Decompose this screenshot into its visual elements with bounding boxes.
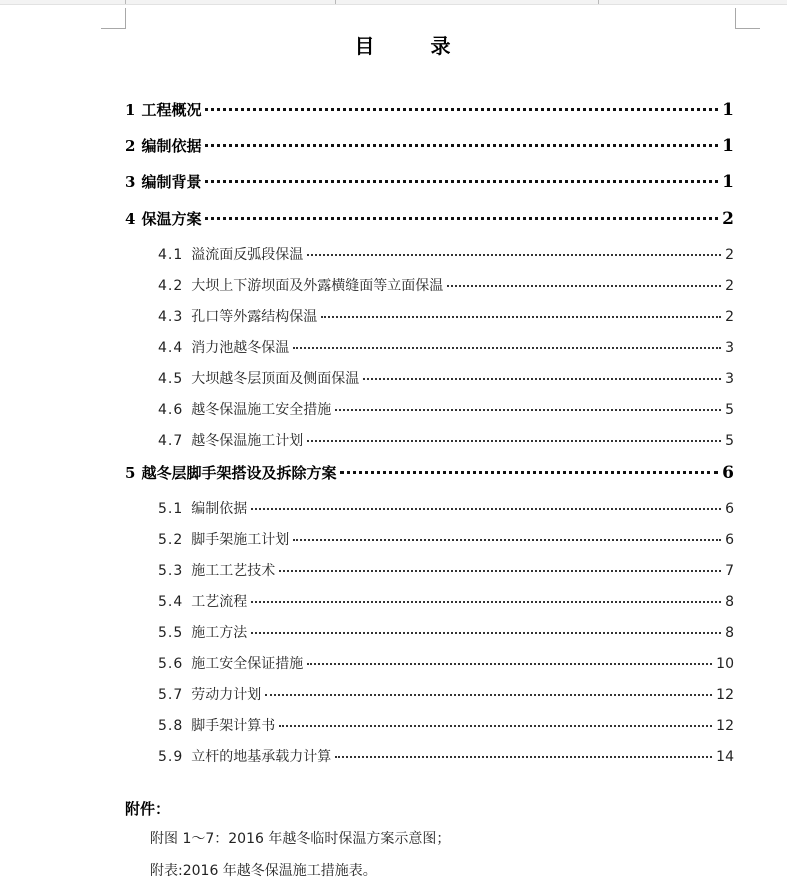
toc-number: 4.7: [158, 433, 184, 449]
dot-leader: [293, 346, 721, 349]
toc-number: 5.9: [158, 749, 184, 765]
toc-label: 编制背景: [141, 173, 202, 191]
toc-page-number: 1: [722, 100, 734, 120]
toc-page-number: 6: [725, 501, 734, 517]
toc-number: 5.5: [158, 625, 184, 641]
ruler-tick: [125, 0, 126, 4]
dot-leader: [447, 284, 721, 287]
toc-label: 施工方法: [191, 625, 248, 641]
toc-number: 5.3: [158, 563, 184, 579]
toc-page-number: 14: [716, 749, 734, 765]
toc-entry-4-7[interactable]: [158, 430, 734, 450]
toc-page-number: 12: [716, 687, 734, 703]
dot-leader: [251, 507, 721, 510]
toc-page-number: 2: [725, 247, 734, 263]
toc-label: 脚手架计算书: [191, 718, 276, 734]
toc-number: 4: [125, 210, 136, 228]
toc-page-number: 10: [716, 656, 734, 672]
toc-entry-3[interactable]: [125, 171, 734, 192]
ruler-tick: [335, 0, 336, 4]
appendix-item: 附表:2016 年越冬保温施工措施表。: [150, 863, 377, 879]
toc-label: 编制依据: [141, 137, 202, 155]
toc-page-number: 1: [722, 172, 734, 192]
toc-page-number: 2: [725, 309, 734, 325]
dot-leader: [321, 315, 721, 318]
dot-leader: [307, 662, 712, 665]
toc-entry-5-5[interactable]: [158, 622, 734, 642]
toc-entry-4-3[interactable]: [158, 306, 734, 326]
toc-number: 5.1: [158, 501, 184, 517]
toc-label: 工程概况: [141, 101, 202, 119]
toc-label: 溢流面反弧段保温: [191, 247, 304, 263]
toc-entry-4-2[interactable]: [158, 275, 734, 295]
toc-label: 立杆的地基承载力计算: [191, 749, 332, 765]
toc-entry-5-3[interactable]: [158, 560, 734, 580]
toc-entry-5-2[interactable]: [158, 529, 734, 549]
dot-leader: [307, 253, 721, 256]
toc-page-number: 7: [725, 563, 734, 579]
dot-leader: [251, 600, 721, 603]
toc-label: 施工安全保证措施: [191, 656, 304, 672]
toc-entry-4-5[interactable]: [158, 368, 734, 388]
toc-page-number: 3: [725, 371, 734, 387]
toc-entry-4-1[interactable]: [158, 244, 734, 264]
toc-page-number: 6: [722, 463, 734, 483]
toc-page-number: 12: [716, 718, 734, 734]
toc-number: 5: [125, 464, 136, 482]
appendix-heading: 附件：: [125, 800, 171, 818]
toc-label: 工艺流程: [191, 594, 248, 610]
dot-leader: [251, 631, 721, 634]
toc-page-number: 8: [725, 594, 734, 610]
toc-label: 消力池越冬保温: [191, 340, 290, 356]
toc-label: 编制依据: [191, 501, 248, 517]
toc-page-number: 2: [725, 278, 734, 294]
toc-page-number: 5: [725, 433, 734, 449]
toc-number: 2: [125, 137, 136, 155]
toc-number: 5.7: [158, 687, 184, 703]
toc-entry-5-6[interactable]: [158, 653, 734, 673]
toc-number: 5.2: [158, 532, 184, 548]
toc-page-number: 6: [725, 532, 734, 548]
toc-entry-2[interactable]: [125, 135, 734, 156]
dot-leader: [363, 377, 721, 380]
ruler-tick: [598, 0, 599, 4]
toc-page-number: 8: [725, 625, 734, 641]
toc-number: 4.1: [158, 247, 184, 263]
dot-leader: [335, 408, 721, 411]
toc-label: 脚手架施工计划: [191, 532, 290, 548]
toc-number: 4.4: [158, 340, 184, 356]
dot-leader: [340, 470, 718, 474]
dot-leader: [293, 538, 721, 541]
toc-entry-1[interactable]: [125, 99, 734, 120]
toc-entry-4[interactable]: [125, 208, 734, 229]
toc-entry-4-6[interactable]: [158, 399, 734, 419]
dot-leader: [205, 107, 718, 111]
toc-number: 5.4: [158, 594, 184, 610]
toc-entry-5-9[interactable]: [158, 746, 734, 766]
toc-page-number: 1: [722, 136, 734, 156]
toc-label: 大坝越冬层顶面及侧面保温: [191, 371, 360, 387]
ruler-strip: [0, 0, 787, 5]
toc-entry-5-4[interactable]: [158, 591, 734, 611]
toc-label: 保温方案: [141, 210, 202, 228]
toc-number: 1: [125, 101, 136, 119]
dot-leader: [307, 439, 721, 442]
toc-entry-5-1[interactable]: [158, 498, 734, 518]
toc-entry-5-8[interactable]: [158, 715, 734, 735]
toc-number: 4.3: [158, 309, 184, 325]
toc-label: 施工工艺技术: [191, 563, 276, 579]
dot-leader: [335, 755, 712, 758]
toc-label: 越冬层脚手架搭设及拆除方案: [141, 464, 337, 482]
toc-number: 4.5: [158, 371, 184, 387]
toc-number: 3: [125, 173, 136, 191]
dot-leader: [205, 143, 718, 147]
toc-number: 5.8: [158, 718, 184, 734]
toc-entry-5[interactable]: [125, 462, 734, 483]
toc-label: 孔口等外露结构保温: [191, 309, 318, 325]
page-title: 目 录: [354, 34, 469, 58]
dot-leader: [279, 569, 721, 572]
toc-number: 5.6: [158, 656, 184, 672]
toc-page-number: 3: [725, 340, 734, 356]
toc-label: 越冬保温施工安全措施: [191, 402, 332, 418]
margin-corner-marker: [735, 8, 760, 29]
margin-corner-marker: [101, 8, 126, 29]
dot-leader: [205, 216, 718, 220]
dot-leader: [279, 724, 712, 727]
toc-number: 4.6: [158, 402, 184, 418]
toc-label: 越冬保温施工计划: [191, 433, 304, 449]
toc-page-number: 2: [722, 209, 734, 229]
dot-leader: [205, 179, 718, 183]
toc-page-number: 5: [725, 402, 734, 418]
toc-entry-5-7[interactable]: [158, 684, 734, 704]
toc-number: 4.2: [158, 278, 184, 294]
appendix-item: 附图 1～7：2016 年越冬临时保温方案示意图；: [150, 831, 451, 847]
toc-entry-4-4[interactable]: [158, 337, 734, 357]
toc-label: 劳动力计划: [191, 687, 262, 703]
toc-label: 大坝上下游坝面及外露横缝面等立面保温: [191, 278, 444, 294]
dot-leader: [265, 693, 712, 696]
